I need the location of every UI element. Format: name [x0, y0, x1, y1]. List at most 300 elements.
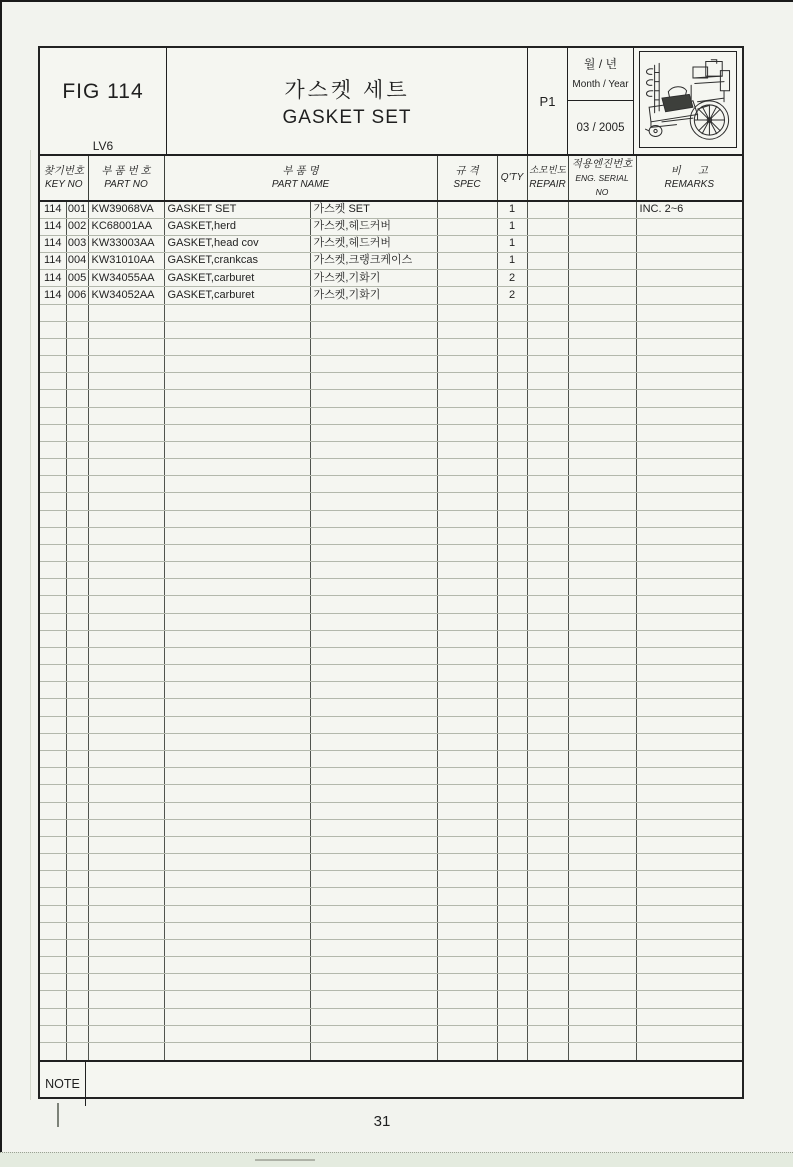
cell-name-kr: [310, 1025, 437, 1042]
cell-repair: [527, 647, 568, 664]
table-row: [40, 802, 742, 819]
cell-spec: [437, 1008, 497, 1025]
cell-qty: [497, 768, 527, 785]
cell-spec: [437, 304, 497, 321]
cell-key: [66, 991, 88, 1008]
cell-name-en: [164, 785, 310, 802]
cell-key: [66, 527, 88, 544]
cell-qty: [497, 441, 527, 458]
cell-remarks: [636, 338, 742, 355]
cell-spec: [437, 424, 497, 441]
cell-name-en: [164, 854, 310, 871]
cell-repair: [527, 407, 568, 424]
cell-fig: [40, 338, 66, 355]
table-row: [40, 356, 742, 373]
title-cell: [167, 48, 528, 154]
cell-key: [66, 596, 88, 613]
table-row: [40, 373, 742, 390]
cell-part-no: [88, 424, 164, 441]
cell-serial: [568, 407, 636, 424]
cell-repair: [527, 922, 568, 939]
cell-key: [66, 751, 88, 768]
cell-fig: [40, 716, 66, 733]
cell-remarks: [636, 682, 742, 699]
cell-qty: [497, 751, 527, 768]
cell-repair: [527, 476, 568, 493]
cell-name-kr: [310, 544, 437, 561]
cell-part-no: [88, 922, 164, 939]
cell-serial: [568, 476, 636, 493]
cell-qty: [497, 613, 527, 630]
cell-name-kr: [310, 356, 437, 373]
cell-serial: [568, 441, 636, 458]
col-repair-kr: 소모빈도: [529, 165, 566, 176]
cell-remarks: [636, 888, 742, 905]
cell-name-en: [164, 459, 310, 476]
cell-name-en: [164, 905, 310, 922]
cell-spec: [437, 836, 497, 853]
fig-cell: [40, 48, 167, 154]
cell-spec: [437, 716, 497, 733]
cell-name-en: [164, 699, 310, 716]
table-row: [40, 1025, 742, 1042]
cell-repair: [527, 974, 568, 991]
cell-part-no: [88, 476, 164, 493]
cell-key: [66, 905, 88, 922]
cell-repair: [527, 1042, 568, 1059]
cell-serial: [568, 1008, 636, 1025]
cell-spec: [437, 957, 497, 974]
cell-remarks: [636, 596, 742, 613]
col-header-remarks: [636, 156, 742, 201]
cell-fig: 114: [40, 218, 66, 235]
table-row: [40, 459, 742, 476]
cell-repair: [527, 441, 568, 458]
table-row: [40, 647, 742, 664]
cell-part-no: [88, 407, 164, 424]
col-name-kr: 부 품 명: [282, 165, 319, 177]
cell-name-kr: [310, 905, 437, 922]
cell-name-kr: 가스켓,헤드커버: [310, 235, 437, 252]
cell-spec: [437, 544, 497, 561]
cell-name-kr: [310, 1042, 437, 1059]
cell-name-en: [164, 974, 310, 991]
cell-name-kr: [310, 493, 437, 510]
cell-qty: [497, 974, 527, 991]
cell-repair: [527, 733, 568, 750]
cell-remarks: [636, 441, 742, 458]
cell-name-en: GASKET,crankcas: [164, 253, 310, 270]
cell-key: [66, 939, 88, 956]
cell-fig: [40, 321, 66, 338]
parts-table-header: [40, 156, 742, 201]
cell-part-no: [88, 321, 164, 338]
cell-fig: [40, 819, 66, 836]
cell-remarks: [636, 871, 742, 888]
cell-remarks: [636, 544, 742, 561]
month-year-english: Month / Year: [572, 79, 629, 90]
cell-qty: [497, 493, 527, 510]
cell-qty: [497, 854, 527, 871]
cell-serial: [568, 802, 636, 819]
cell-spec: [437, 1042, 497, 1059]
cell-qty: [497, 562, 527, 579]
cell-part-no: [88, 871, 164, 888]
cell-name-kr: [310, 751, 437, 768]
cell-remarks: [636, 253, 742, 270]
cell-name-kr: [310, 665, 437, 682]
col-header-part-no: [88, 156, 164, 201]
table-row: [40, 682, 742, 699]
col-header-spec: [437, 156, 497, 201]
cell-part-no: KW39068VA: [88, 201, 164, 218]
cell-serial: [568, 957, 636, 974]
cell-name-kr: [310, 733, 437, 750]
cell-serial: [568, 613, 636, 630]
cell-key: [66, 356, 88, 373]
cell-qty: 2: [497, 287, 527, 304]
cell-key: 002: [66, 218, 88, 235]
cell-fig: [40, 630, 66, 647]
cell-name-kr: [310, 888, 437, 905]
cell-fig: [40, 424, 66, 441]
cell-key: [66, 665, 88, 682]
cell-remarks: [636, 527, 742, 544]
cell-repair: [527, 630, 568, 647]
cell-name-kr: [310, 871, 437, 888]
cell-qty: [497, 665, 527, 682]
cell-qty: [497, 544, 527, 561]
cell-name-en: [164, 922, 310, 939]
cell-part-no: [88, 630, 164, 647]
cell-name-en: [164, 802, 310, 819]
cell-name-en: [164, 424, 310, 441]
cell-serial: [568, 854, 636, 871]
cell-name-en: [164, 356, 310, 373]
cell-name-kr: [310, 424, 437, 441]
cell-spec: [437, 562, 497, 579]
cell-part-no: [88, 338, 164, 355]
table-row: [40, 888, 742, 905]
cell-serial: [568, 836, 636, 853]
cell-fig: [40, 974, 66, 991]
col-header-repair: [527, 156, 568, 201]
cell-part-no: [88, 1042, 164, 1059]
cell-qty: [497, 888, 527, 905]
cell-repair: [527, 888, 568, 905]
cell-spec: [437, 441, 497, 458]
cell-part-no: [88, 905, 164, 922]
scan-tick-mark: [57, 1103, 59, 1127]
cell-fig: [40, 888, 66, 905]
cell-name-en: [164, 819, 310, 836]
cell-qty: 1: [497, 218, 527, 235]
cell-serial: [568, 424, 636, 441]
parts-table: [40, 156, 742, 1060]
cell-name-kr: [310, 441, 437, 458]
scan-bottom-band: [0, 1152, 793, 1167]
table-row: [40, 819, 742, 836]
cell-serial: [568, 905, 636, 922]
cell-name-kr: 가스켓,크랭크케이스: [310, 253, 437, 270]
cell-spec: [437, 751, 497, 768]
cell-spec: [437, 270, 497, 287]
cell-fig: [40, 579, 66, 596]
cell-fig: [40, 476, 66, 493]
cell-repair: [527, 905, 568, 922]
table-row: [40, 974, 742, 991]
cell-serial: [568, 201, 636, 218]
cell-repair: [527, 356, 568, 373]
cell-serial: [568, 459, 636, 476]
cell-serial: [568, 716, 636, 733]
scan-bottom-streak: [255, 1159, 315, 1161]
cell-part-no: [88, 510, 164, 527]
cell-remarks: [636, 1025, 742, 1042]
cell-repair: [527, 493, 568, 510]
scan-edge-top: [0, 0, 793, 2]
cell-serial: [568, 733, 636, 750]
cell-name-kr: [310, 785, 437, 802]
cell-remarks: [636, 802, 742, 819]
cell-key: 003: [66, 235, 88, 252]
cell-serial: [568, 991, 636, 1008]
table-row: [40, 493, 742, 510]
cell-qty: [497, 424, 527, 441]
cell-remarks: [636, 991, 742, 1008]
cell-key: [66, 459, 88, 476]
catalog-sheet: [38, 46, 744, 1099]
table-row: [40, 957, 742, 974]
cell-qty: [497, 716, 527, 733]
cell-name-en: [164, 939, 310, 956]
month-year-cell: [568, 48, 634, 154]
cell-spec: [437, 991, 497, 1008]
cell-qty: [497, 510, 527, 527]
cell-fig: [40, 613, 66, 630]
cell-remarks: [636, 974, 742, 991]
cell-key: [66, 785, 88, 802]
cell-remarks: [636, 510, 742, 527]
cell-name-kr: [310, 613, 437, 630]
cell-name-kr: [310, 562, 437, 579]
cell-spec: [437, 785, 497, 802]
cell-fig: [40, 699, 66, 716]
cell-key: [66, 338, 88, 355]
cell-name-kr: 가스켓,기화기: [310, 270, 437, 287]
cell-name-en: [164, 647, 310, 664]
cell-repair: [527, 939, 568, 956]
cell-name-kr: [310, 630, 437, 647]
cell-remarks: [636, 819, 742, 836]
cell-remarks: [636, 1008, 742, 1025]
cell-repair: [527, 510, 568, 527]
cell-spec: [437, 802, 497, 819]
cell-key: [66, 321, 88, 338]
cell-name-en: [164, 888, 310, 905]
cell-part-no: [88, 596, 164, 613]
cell-name-en: [164, 596, 310, 613]
cell-remarks: [636, 957, 742, 974]
model-code: LV6: [92, 139, 114, 153]
cell-fig: [40, 441, 66, 458]
col-name-en: PART NAME: [271, 179, 330, 190]
cell-serial: [568, 235, 636, 252]
cell-name-en: [164, 476, 310, 493]
cell-spec: [437, 871, 497, 888]
cell-key: [66, 441, 88, 458]
cell-spec: [437, 854, 497, 871]
cell-serial: [568, 922, 636, 939]
cell-qty: [497, 836, 527, 853]
cell-name-kr: [310, 338, 437, 355]
cell-serial: [568, 287, 636, 304]
cell-remarks: [636, 287, 742, 304]
date-value: 03 / 2005: [576, 121, 625, 134]
col-qty-label: Q'TY: [500, 172, 524, 183]
cell-name-en: [164, 321, 310, 338]
parts-table-body: [40, 201, 742, 1060]
table-row: [40, 613, 742, 630]
cell-spec: [437, 321, 497, 338]
col-serial-en: ENG. SERIAL NO: [575, 173, 629, 197]
cell-spec: [437, 579, 497, 596]
cell-repair: [527, 270, 568, 287]
cell-qty: 1: [497, 235, 527, 252]
cell-name-kr: [310, 939, 437, 956]
cell-part-no: [88, 716, 164, 733]
cell-fig: [40, 373, 66, 390]
cell-part-no: [88, 957, 164, 974]
cell-qty: [497, 785, 527, 802]
table-row: [40, 407, 742, 424]
cell-remarks: [636, 922, 742, 939]
cell-part-no: [88, 390, 164, 407]
cell-serial: [568, 253, 636, 270]
cell-key: [66, 699, 88, 716]
scan-edge-left: [0, 0, 2, 1153]
table-row: [40, 751, 742, 768]
cell-name-kr: [310, 304, 437, 321]
cell-serial: [568, 699, 636, 716]
cell-fig: [40, 785, 66, 802]
cell-serial: [568, 321, 636, 338]
page-code-cell: P1: [528, 48, 568, 154]
cell-name-en: [164, 751, 310, 768]
cell-remarks: INC. 2~6: [636, 201, 742, 218]
cell-spec: [437, 373, 497, 390]
cell-serial: [568, 630, 636, 647]
cell-serial: [568, 888, 636, 905]
cell-name-kr: 가스켓,기화기: [310, 287, 437, 304]
cell-repair: [527, 218, 568, 235]
cell-name-en: [164, 682, 310, 699]
cell-remarks: [636, 304, 742, 321]
cell-name-en: [164, 665, 310, 682]
cell-qty: [497, 1008, 527, 1025]
cell-fig: [40, 647, 66, 664]
table-row: [40, 476, 742, 493]
cell-repair: [527, 682, 568, 699]
cell-repair: [527, 544, 568, 561]
cell-qty: [497, 991, 527, 1008]
cell-fig: [40, 768, 66, 785]
cell-name-kr: [310, 510, 437, 527]
cell-fig: [40, 957, 66, 974]
cell-key: [66, 544, 88, 561]
cell-fig: 114: [40, 235, 66, 252]
cell-part-no: [88, 562, 164, 579]
cell-repair: [527, 459, 568, 476]
table-row: [40, 922, 742, 939]
cell-spec: [437, 235, 497, 252]
cell-name-kr: [310, 373, 437, 390]
cell-serial: [568, 579, 636, 596]
cell-key: [66, 630, 88, 647]
cell-qty: [497, 939, 527, 956]
cell-spec: [437, 476, 497, 493]
table-row: [40, 836, 742, 853]
cell-repair: [527, 579, 568, 596]
table-row: [40, 596, 742, 613]
cell-key: [66, 407, 88, 424]
cell-spec: [437, 922, 497, 939]
cell-serial: [568, 871, 636, 888]
cell-remarks: [636, 613, 742, 630]
cell-repair: [527, 321, 568, 338]
cell-repair: [527, 562, 568, 579]
fig-number: FIG 114: [62, 80, 144, 103]
cell-fig: [40, 939, 66, 956]
col-spec-kr: 규 격: [455, 165, 479, 177]
cell-part-no: [88, 751, 164, 768]
cell-part-no: KW33003AA: [88, 235, 164, 252]
cell-part-no: [88, 544, 164, 561]
cell-part-no: [88, 579, 164, 596]
page-number: 31: [373, 1113, 391, 1130]
cell-name-kr: [310, 579, 437, 596]
cell-spec: [437, 218, 497, 235]
cell-spec: [437, 682, 497, 699]
cell-part-no: [88, 356, 164, 373]
cell-name-kr: [310, 922, 437, 939]
cell-key: 004: [66, 253, 88, 270]
cell-repair: [527, 768, 568, 785]
table-row: [40, 991, 742, 1008]
cell-remarks: [636, 854, 742, 871]
table-row: [40, 768, 742, 785]
cell-name-en: [164, 562, 310, 579]
col-header-serial: [568, 156, 636, 201]
cell-fig: [40, 905, 66, 922]
cell-key: [66, 476, 88, 493]
cell-key: [66, 304, 88, 321]
cell-remarks: [636, 321, 742, 338]
table-row: [40, 699, 742, 716]
table-row: [40, 441, 742, 458]
cell-qty: [497, 922, 527, 939]
cell-repair: [527, 871, 568, 888]
cell-name-en: [164, 390, 310, 407]
cell-serial: [568, 373, 636, 390]
cell-repair: [527, 253, 568, 270]
cell-name-en: GASKET,carburet: [164, 287, 310, 304]
col-spec-en: SPEC: [453, 179, 481, 190]
cell-repair: [527, 424, 568, 441]
cell-spec: [437, 1025, 497, 1042]
cell-qty: [497, 338, 527, 355]
cell-key: [66, 819, 88, 836]
